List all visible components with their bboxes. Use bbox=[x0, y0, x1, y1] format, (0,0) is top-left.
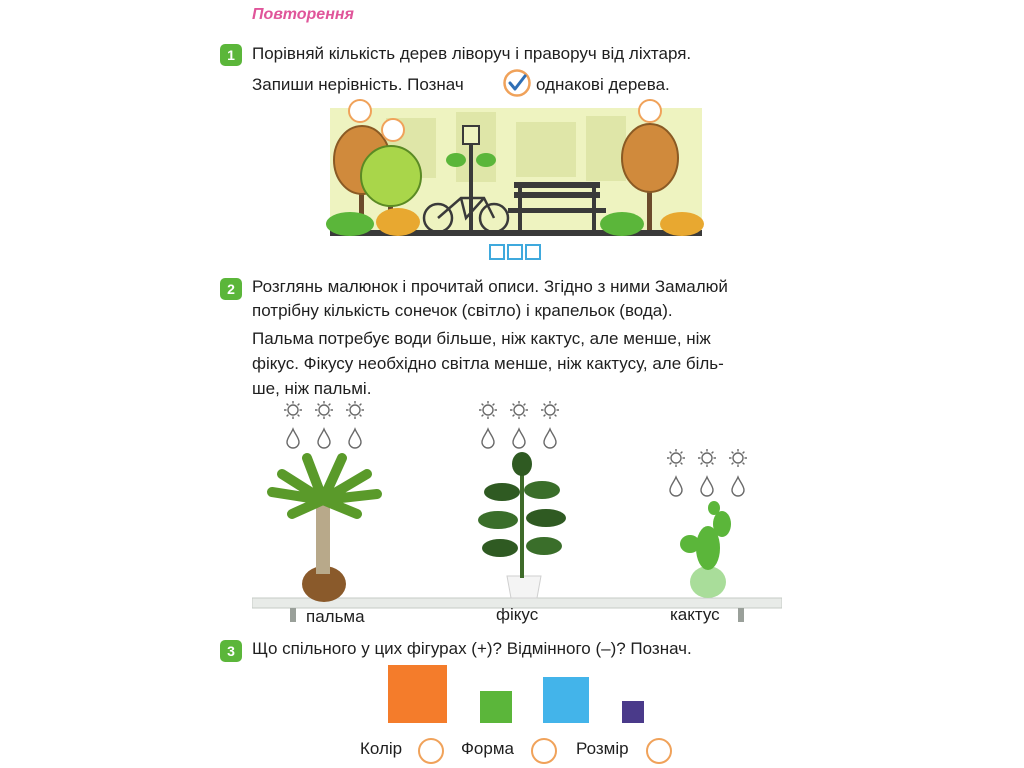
sun-icon[interactable] bbox=[510, 401, 528, 419]
criterion-answer-circle[interactable] bbox=[531, 738, 557, 764]
task2-text-line4: фікус. Фікусу необхідно світла менше, ніж кактусу, але біль- bbox=[252, 354, 724, 373]
plant-label-ficus: фікус bbox=[496, 605, 539, 624]
task2-text-line5: ше, ніж пальмі. bbox=[252, 379, 372, 398]
task2-text-line1: Розглянь малюнок і прочитай описи. Згідно з ними Замалюй bbox=[252, 277, 728, 296]
task-number-badge: 1 bbox=[220, 44, 242, 66]
drop-icon[interactable] bbox=[544, 429, 556, 448]
criterion-label-size: Розмір bbox=[576, 739, 629, 758]
task1-text-line2b: однакові дерева. bbox=[536, 75, 670, 94]
drop-icon[interactable] bbox=[349, 429, 361, 448]
task3-text-line1: Що спільного у цих фігурах (+)? Відмінного (–)? Познач. bbox=[252, 639, 692, 658]
shape-square-blue bbox=[543, 677, 589, 723]
criterion-answer-circle[interactable] bbox=[418, 738, 444, 764]
sun-icon[interactable] bbox=[346, 401, 364, 419]
cactus-plant bbox=[680, 501, 731, 598]
task-number-badge: 3 bbox=[220, 640, 242, 662]
drop-icon[interactable] bbox=[482, 429, 494, 448]
shape-square-green bbox=[480, 691, 512, 723]
sun-icon[interactable] bbox=[479, 401, 497, 419]
ficus-plant bbox=[478, 452, 566, 598]
criterion-label-shape: Форма bbox=[461, 739, 514, 758]
tree-answer-circle[interactable] bbox=[348, 99, 372, 123]
drop-icon[interactable] bbox=[318, 429, 330, 448]
shape-square-orange bbox=[388, 665, 447, 723]
task1-text-line1: Порівняй кількість дерев ліворуч і праворуч від ліхтаря. bbox=[252, 44, 692, 63]
drop-icon[interactable] bbox=[287, 429, 299, 448]
task2-text-line2: потрібну кількість сонечок (світло) і крапельок (вода). bbox=[252, 301, 673, 320]
sun-icon[interactable] bbox=[541, 401, 559, 419]
task2-text-line3: Пальма потребує води більше, ніж кактус, але менше, ніж bbox=[252, 329, 711, 348]
inequality-box[interactable] bbox=[525, 244, 541, 260]
palm-plant bbox=[272, 458, 377, 602]
plant-label-cactus: кактус bbox=[670, 605, 720, 624]
tree-answer-circle[interactable] bbox=[638, 99, 662, 123]
criterion-answer-circle[interactable] bbox=[646, 738, 672, 764]
section-title: Повторення bbox=[252, 6, 354, 23]
plant-label-palm: пальма bbox=[306, 607, 365, 626]
drop-icon[interactable] bbox=[513, 429, 525, 448]
shape-square-purple bbox=[622, 701, 644, 723]
task1-text-line2a: Запиши нерівність. Познач bbox=[252, 75, 464, 94]
tree-answer-circle[interactable] bbox=[381, 118, 405, 142]
task-number-badge: 2 bbox=[220, 278, 242, 300]
inequality-box[interactable] bbox=[507, 244, 523, 260]
sun-icon[interactable] bbox=[315, 401, 333, 419]
inequality-box[interactable] bbox=[489, 244, 505, 260]
sun-icon[interactable] bbox=[284, 401, 302, 419]
criterion-label-color: Колір bbox=[360, 739, 403, 758]
